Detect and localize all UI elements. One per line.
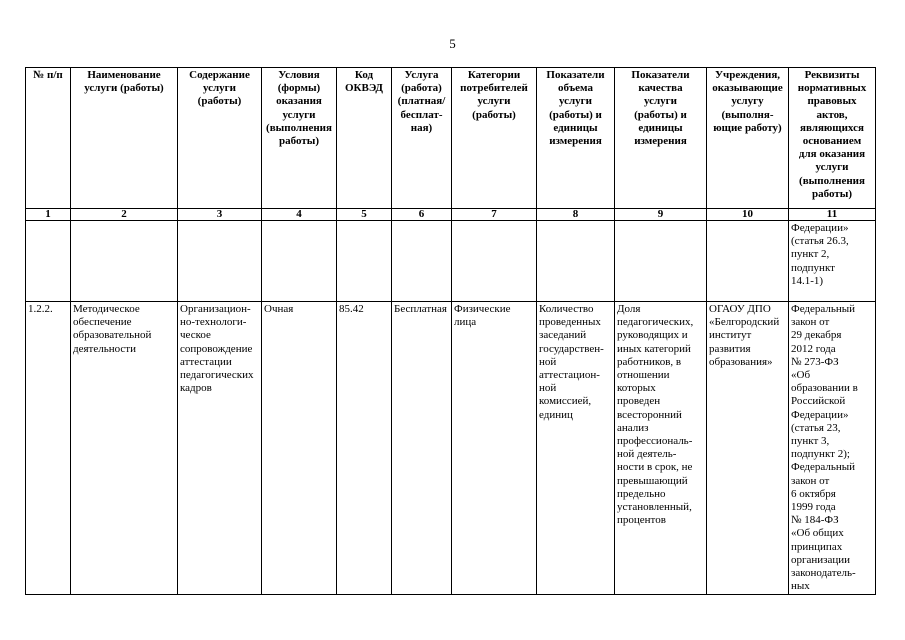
column-numbers-row: [26, 209, 876, 221]
column-number: 2: [71, 209, 178, 221]
table-cell: [615, 221, 707, 302]
continuation-row: [26, 221, 876, 302]
consumer-categories: Физические лица: [452, 302, 537, 595]
legal-acts-continuation: Федерации» (статья 26.3, пункт 2, подпункт 14.1-1): [789, 221, 876, 302]
table-row: [26, 302, 876, 595]
column-number: 11: [789, 209, 876, 221]
header-institutions: Учреждения, оказывающие услугу (выполня- ющие работу): [707, 68, 789, 209]
row-number: 1.2.2.: [26, 302, 71, 595]
legal-acts: Федеральный закон от 29 декабря 2012 года № 273-ФЗ «Об образовании в Российской Федерации» (статья 23, пункт 3, подпункт 2); Федеральный закон от 6 октября 1999 года № 184-ФЗ «Об общих принципах организации законодатель- ных: [789, 302, 876, 595]
table-cell: [178, 221, 262, 302]
header-legal-acts: Реквизиты нормативных правовых актов, являющихся основанием для оказания услуги (выполнения работы): [789, 68, 876, 209]
table-cell: [262, 221, 337, 302]
header-service-name: Наименование услуги (работы): [71, 68, 178, 209]
service-name: Методическое обеспечение образовательной деятельности: [71, 302, 178, 595]
header-conditions: Условия (формы) оказания услуги (выполнения работы): [262, 68, 337, 209]
column-number: 5: [337, 209, 392, 221]
column-number: 1: [26, 209, 71, 221]
header-row: [26, 68, 876, 209]
services-register-table: [25, 67, 876, 595]
table-cell: [337, 221, 392, 302]
volume-indicators: Количество проведенных заседаний государствен- ной аттестацион- ной комиссией, единиц: [537, 302, 615, 595]
column-number: 9: [615, 209, 707, 221]
okved-code: 85.42: [337, 302, 392, 595]
table-cell: [707, 221, 789, 302]
column-number: 10: [707, 209, 789, 221]
table-cell: [392, 221, 452, 302]
header-paid-free: Услуга (работа) (платная/ бесплат- ная): [392, 68, 452, 209]
table-cell: [26, 221, 71, 302]
column-number: 6: [392, 209, 452, 221]
column-number: 3: [178, 209, 262, 221]
column-number: 7: [452, 209, 537, 221]
header-okved-code: Код ОКВЭД: [337, 68, 392, 209]
header-consumer-categories: Категории потребителей услуги (работы): [452, 68, 537, 209]
header-quality-indicators: Показатели качества услуги (работы) и единицы измерения: [615, 68, 707, 209]
column-number: 8: [537, 209, 615, 221]
paid-free: Бесплатная: [392, 302, 452, 595]
header-volume-indicators: Показатели объема услуги (работы) и единицы измерения: [537, 68, 615, 209]
header-service-content: Содержание услуги (работы): [178, 68, 262, 209]
page-number: 5: [449, 36, 456, 51]
quality-indicators: Доля педагогических, руководящих и иных категорий работников, в отношении которых проведен всесторонний анализ профессиональ- ной деятель- ности в срок, не превышающий предельно установленный, процентов: [615, 302, 707, 595]
header-number: № п/п: [26, 68, 71, 209]
table-cell: [71, 221, 178, 302]
institution: ОГАОУ ДПО «Белгородский институт развития образования»: [707, 302, 789, 595]
service-content: Организацион- но-технологи- ческое сопровождение аттестации педагогических кадров: [178, 302, 262, 595]
table-cell: [537, 221, 615, 302]
service-conditions: Очная: [262, 302, 337, 595]
column-number: 4: [262, 209, 337, 221]
table-cell: [452, 221, 537, 302]
